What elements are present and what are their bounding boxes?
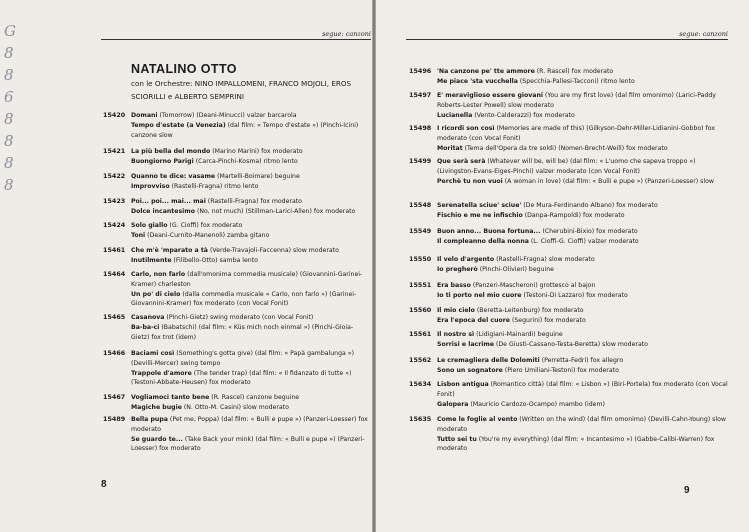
song-title: Casanova (131, 314, 165, 321)
song-title: Inutilmente (131, 256, 172, 264)
song-title: E' meraviglioso essere giovani (437, 92, 544, 99)
orchestras-line: con le Orchestre: NINO IMPALLOMENI, FRANCO MOJOLI, EROS SCIORILLI e ALBERTO SEMPRINI (131, 79, 352, 101)
song-detail: (R. Rascel) canzone beguine (211, 394, 300, 401)
song-detail: (Segurini) fox moderato (511, 316, 586, 324)
catalog-number: 15548 (409, 201, 432, 209)
song-title: Io ti porto nel mio cuore (437, 291, 522, 299)
song-line (131, 349, 369, 369)
catalog-entry (103, 393, 369, 413)
catalog-entry (409, 281, 729, 301)
catalog-number: 15466 (103, 349, 126, 357)
song-detail: (Romantico città) (dal film: « Lisbon ») (Biri-Portela) fox moderato (con Vocal Fonit) (437, 381, 728, 398)
song-line (131, 435, 369, 455)
song-line (437, 306, 729, 316)
page-number-right: 9 (684, 485, 690, 496)
catalog-number: 15464 (103, 270, 126, 278)
song-detail: (Take Back your mink) (dal film: « Bulli e pupe ») (Panzeri-Loesser) fox moderato (131, 435, 365, 453)
song-line (437, 124, 729, 144)
song-detail: (L. Cioffi-G. Cioffi) valzer moderato (530, 237, 639, 245)
song-line (437, 237, 729, 247)
song-title: Il mio cielo (437, 307, 475, 314)
artist-name: NATALINO OTTO (131, 62, 237, 76)
pencil-mark: 6 (4, 88, 14, 106)
catalog-entry (409, 306, 729, 326)
song-title: Serenatella sciue' sciue' (437, 202, 522, 209)
song-line (131, 197, 369, 207)
catalog-entry (103, 270, 369, 309)
song-detail: (N. Otto-M. Casini) slow moderato (183, 403, 289, 411)
song-line (437, 144, 729, 154)
song-detail: (You're my everything) (dal film: « Incantesimo ») (Gabbe-Calibi-Warren) fox moderato (437, 435, 715, 453)
song-title: Magiche bugie (131, 403, 182, 411)
catalog-number: 15496 (409, 67, 432, 75)
catalog-number: 15634 (409, 380, 432, 388)
song-line (131, 256, 369, 266)
catalog-entry (409, 67, 729, 87)
song-detail: (Panzeri-Mascheroni) grottesco al bajon (472, 282, 596, 289)
catalog-entry (409, 157, 729, 186)
song-title: Sono un sognatore (437, 366, 503, 374)
song-detail: (You are my first love) (dal film omonimo) (Larici-Paddy Roberts-Lester Powell) slow moderato (437, 92, 716, 109)
song-title: Perchè tu non vuoi (437, 177, 503, 185)
catalog-number: 15489 (103, 415, 126, 423)
catalog-number: 15423 (103, 197, 126, 205)
song-line (437, 201, 729, 211)
song-line (437, 435, 729, 455)
song-line (131, 207, 369, 217)
song-line (437, 356, 729, 366)
song-title: Come le foglie al vento (437, 416, 518, 423)
song-line (437, 91, 729, 111)
catalog-entry (409, 255, 729, 275)
catalog-number: 15422 (103, 172, 126, 180)
song-title: Un po' di cielo (131, 290, 181, 298)
song-title: Buon anno... Buona fortuna... (437, 228, 541, 235)
song-title: Le cremagliera delle Dolomiti (437, 357, 540, 364)
song-line (131, 121, 369, 141)
song-line (437, 281, 729, 291)
song-line (131, 231, 369, 241)
running-header-label: segue: canzoni (679, 30, 728, 38)
catalog-entry (103, 221, 369, 241)
song-title: Dolce incantesimo (131, 207, 195, 215)
song-title: Improvviso (131, 182, 170, 190)
song-line (131, 172, 369, 182)
song-detail: (Deani-Curnito-Manenoli) zamba gitano (147, 231, 270, 239)
song-detail: (No, not much) (Stillman-Larici-Allen) fox moderato (196, 207, 356, 215)
song-line (131, 393, 369, 403)
song-detail: (Lidigiani-Mainardi) beguine (476, 331, 563, 338)
song-title: 'Na canzone pe' tte ammore (437, 68, 535, 75)
song-detail: (De Mura-Ferdinando Albano) fox moderato (523, 202, 658, 209)
catalog-entry (409, 330, 729, 350)
song-detail: (dal film: « Tempo d'estate ») (Pinchi-Icini) canzone slow (131, 121, 359, 139)
song-detail: (Vento-Calderazzi) fox moderato (474, 111, 575, 119)
song-detail: (Testoni-Di Lazzaro) fox moderato (523, 291, 628, 299)
catalog-entry (409, 124, 729, 153)
running-header-label: segue: canzoni (322, 30, 371, 38)
song-title: Carlo, non farlo (131, 271, 186, 278)
song-detail: (Marino Marini) fox moderato (212, 148, 303, 155)
song-title: Buongiorno Parigi (131, 157, 194, 165)
song-line (437, 330, 729, 340)
song-line (437, 111, 729, 121)
page-number-left: 8 (101, 479, 107, 490)
song-title: Sorrisi e lacrime (437, 340, 495, 348)
catalog-number: 15499 (409, 157, 432, 165)
song-detail: (Rastelli-Fragna) slow moderato (496, 256, 595, 263)
song-title: Fischio e me ne infischio (437, 211, 523, 219)
catalog-number: 15635 (409, 415, 432, 423)
catalog-entry (103, 313, 369, 342)
song-detail: (Rastelli-Fragna) ritmo lento (171, 182, 259, 190)
left-page (0, 0, 372, 532)
song-title: Solo giallo (131, 222, 168, 229)
catalog-entry (103, 349, 369, 388)
song-line (437, 265, 729, 275)
song-line (437, 316, 729, 326)
song-detail: (Cherubini-Bixio) fox moderato (542, 228, 638, 235)
song-line (437, 255, 729, 265)
song-detail: (De Giusti-Cassano-Testa-Beretta) slow moderato (496, 340, 648, 348)
song-title: Era l'epoca del cuore (437, 316, 510, 324)
song-detail: (Mauricio Cardozo-Ocampo) mambo (idem) (470, 400, 605, 408)
catalog-entry (103, 415, 369, 454)
song-line (437, 211, 729, 221)
song-detail: (Pet me, Poppa) (dal film: « Bulli e pupe ») (Panzeri-Loesser) fox moderato (131, 416, 368, 433)
song-detail: (R. Rascel) fox moderato (536, 68, 614, 75)
song-line (131, 313, 369, 323)
song-detail: (The tender trap) (dal film: « Il fidanzato di tutte ») (Testoni-Abbate-Heusen) fox moderato (131, 369, 352, 387)
song-title: Ba-ba-ci (131, 323, 160, 331)
pencil-mark: 8 (4, 176, 14, 194)
song-title: Il velo d'argento (437, 256, 495, 263)
song-line (131, 290, 369, 310)
song-line (437, 157, 729, 177)
song-detail: (Something's gotta give) (dal film: « Papà gambalunga ») (Devilli-Mercer) swing tempo (131, 350, 354, 367)
pencil-mark: G (4, 22, 16, 40)
song-line (437, 177, 729, 187)
pencil-annotations (4, 20, 44, 196)
song-line (131, 270, 369, 290)
song-detail: (Written on the wind) (dal film omonimo) (Devilli-Cahn-Young) slow moderato (437, 416, 726, 433)
song-detail: (Beretta-Leitenburg) fox moderato (476, 307, 584, 314)
song-line (437, 67, 729, 77)
song-detail: (Piero Umiliani-Testoni) fox moderato (504, 366, 619, 374)
catalog-number: 15424 (103, 221, 126, 229)
catalog-number: 15562 (409, 356, 432, 364)
song-detail: (Tema dell'Opera da tre soldi) (Nomen-Brecht-Weill) fox moderato (464, 144, 668, 152)
song-detail: (Pinchi-Gietz) swing moderato (con Vocal Fonit) (166, 314, 314, 321)
catalog-entry (409, 380, 729, 409)
catalog-number: 15421 (103, 147, 126, 155)
song-line (437, 400, 729, 410)
song-title: Il nostro sì (437, 331, 475, 338)
song-detail: (Rastelli-Fragna) fox moderato (207, 198, 302, 205)
song-detail: (Verde-Travajoli-Faccenna) slow moderato (209, 247, 339, 254)
song-detail: (Specchia-Pallesi-Tacconi) ritmo lento (519, 77, 635, 85)
catalog-entry (409, 227, 729, 247)
catalog-number: 15467 (103, 393, 126, 401)
song-title: Se guardo te... (131, 435, 183, 443)
song-detail: (Carca-Pinchi-Kosma) ritmo lento (195, 157, 298, 165)
catalog-entry (409, 415, 729, 454)
catalog-number: 15498 (409, 124, 432, 132)
song-detail: (Memories are made of this) (Gilkyson-Dehr-Miller-Lidianini-Gobbo) fox moderato (con Vocal Fonit) (437, 125, 715, 142)
catalog-number: 15420 (103, 111, 126, 119)
running-header-right (406, 29, 728, 40)
song-detail: (Pinchi-Olivieri) beguine (479, 265, 554, 273)
song-title: Lucianella (437, 111, 473, 119)
song-detail: (G. Cioffi) fox moderato (169, 222, 243, 229)
song-detail: (Filibello-Otto) samba lento (173, 256, 258, 264)
song-detail: (A woman in love) (dal film: « Bulli e pupe ») (Panzeri-Loesser) slow (504, 177, 714, 185)
pencil-mark: 8 (4, 66, 14, 84)
catalog-entry (409, 201, 729, 221)
song-title: Vogliamoci tanto bene (131, 394, 210, 401)
song-line (437, 291, 729, 301)
song-line (437, 77, 729, 87)
song-line (437, 415, 729, 435)
song-title: Tutto sei tu (437, 435, 477, 443)
song-title: Domani (131, 112, 158, 119)
song-title: Che m'è 'mparato a tà (131, 247, 208, 254)
song-line (131, 157, 369, 167)
song-detail: (dalla commedia musicale « Carlo, non farlo ») (Garinei-Giovannini-Kramer) fox moderato (con Vocal Fonit) (131, 290, 357, 308)
pencil-mark: 8 (4, 132, 14, 150)
song-title: Il compleanno della nonna (437, 237, 529, 245)
song-detail: (Tomorrow) (Deani-Minucci) valzer barcarola (159, 112, 297, 119)
song-detail: (Danpa-Rampoldi) fox moderato (524, 211, 625, 219)
catalog-number: 15461 (103, 246, 126, 254)
song-title: Trappole d'amore (131, 369, 192, 377)
song-title: Que serà serà (437, 158, 486, 165)
pencil-mark: 8 (4, 110, 14, 128)
song-title: Quanno te dice: vasame (131, 173, 216, 180)
song-title: Poi... poi... mai... mai (131, 198, 206, 205)
song-title: Io pregherò (437, 265, 478, 273)
song-title: Tempo d'estate (a Venezia) (131, 121, 226, 129)
song-title: Toni (131, 231, 146, 239)
right-page (376, 0, 749, 532)
song-detail: (Martelli-Boimare) beguine (217, 173, 300, 180)
catalog-number: 15561 (409, 330, 432, 338)
catalog-number: 15549 (409, 227, 432, 235)
song-detail: (Babatschi) (dal film: « Küs mich noch einmal ») (Pinchi-Gioia-Gietz) fox trot (idem) (131, 323, 354, 341)
catalog-entry (103, 111, 369, 140)
catalog-number: 15465 (103, 313, 126, 321)
song-line (437, 340, 729, 350)
song-line (131, 369, 369, 389)
catalog-number: 15551 (409, 281, 432, 289)
song-title: La più bella del mondo (131, 148, 211, 155)
catalog-entry (103, 172, 369, 192)
song-title: Baciami così (131, 350, 175, 357)
song-title: Moritat (437, 144, 463, 152)
song-line (131, 147, 369, 157)
song-detail: (Whatever will be, will be) (dal film: « L'uomo che sapeva troppo ») (Livingston-Evans-Eiges-Pinchi) valzer moderato (con Vocal Fonit) (437, 158, 696, 175)
song-line (131, 111, 369, 121)
song-line (131, 403, 369, 413)
song-title: Me piace 'sta vucchella (437, 77, 518, 85)
song-detail: (Perretta-Fedri) fox allegro (541, 357, 624, 364)
pencil-mark: 8 (4, 154, 14, 172)
running-header-left (101, 29, 371, 40)
catalog-number: 15560 (409, 306, 432, 314)
song-detail: (dall'omonima commedia musicale) (Giovannini-Garinei-Kramer) charleston (131, 271, 363, 288)
song-title: Galopera (437, 400, 469, 408)
pencil-mark: 8 (4, 44, 14, 62)
song-title: Era basso (437, 282, 471, 289)
catalog-number: 15550 (409, 255, 432, 263)
catalog-entry (103, 197, 369, 217)
song-line (437, 380, 729, 400)
song-title: Lisbon antigua (437, 381, 489, 388)
song-line (131, 323, 369, 343)
catalog-entry (409, 356, 729, 376)
catalog-entry (103, 147, 369, 167)
catalog-entry (409, 91, 729, 120)
song-title: Bella pupa (131, 416, 168, 423)
song-line (131, 246, 369, 256)
song-title: I ricordi son così (437, 125, 495, 132)
song-line (131, 415, 369, 435)
song-line (131, 182, 369, 192)
catalog-number: 15497 (409, 91, 432, 99)
song-line (437, 227, 729, 237)
catalog-entry (103, 246, 369, 266)
song-line (437, 366, 729, 376)
song-line (131, 221, 369, 231)
